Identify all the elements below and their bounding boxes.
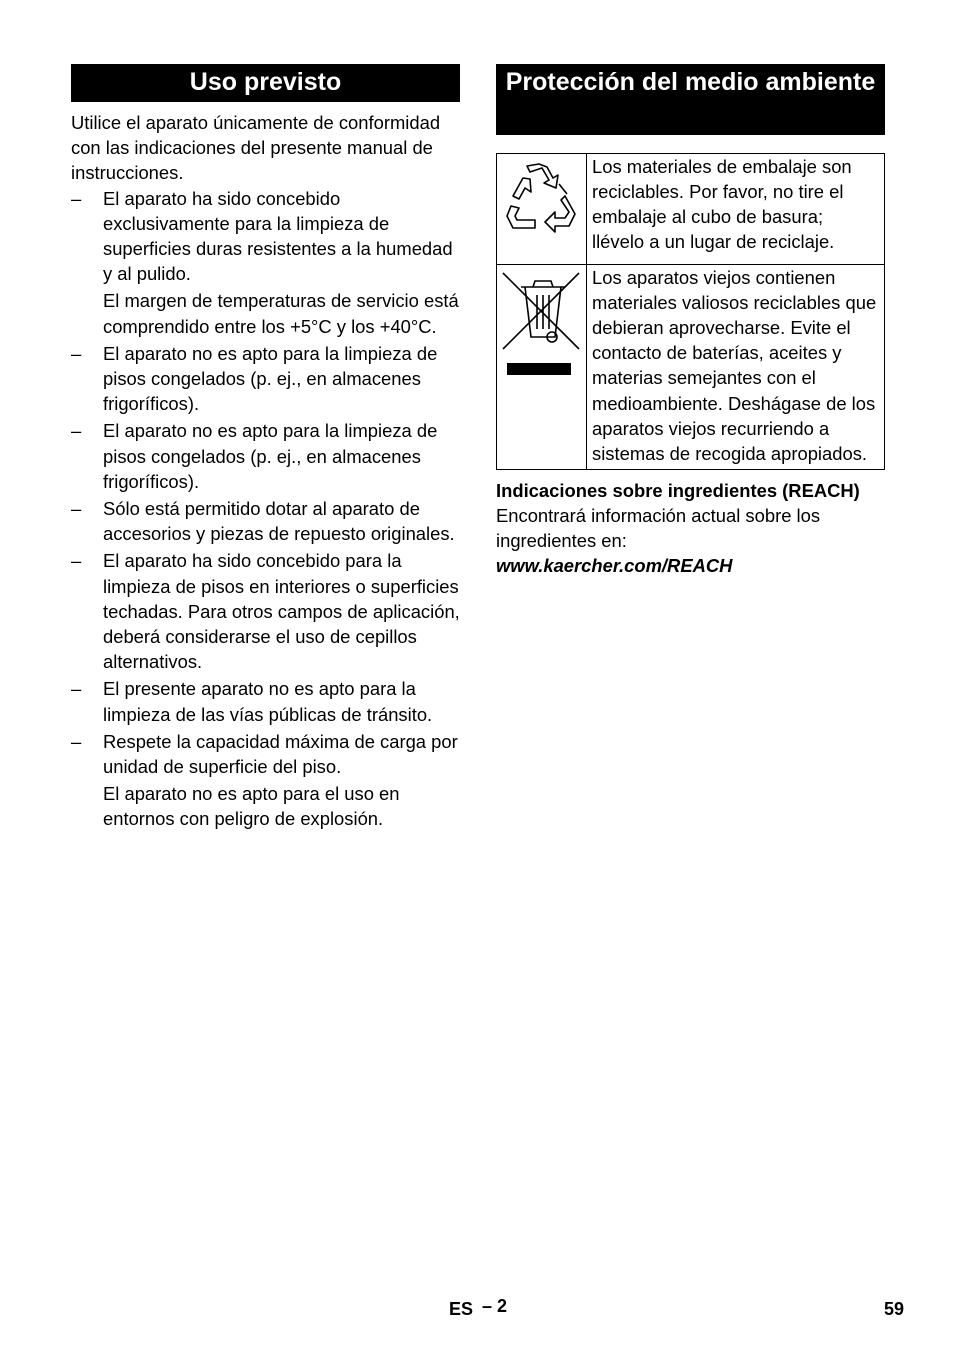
list-item-text: El aparato ha sido concebido para la limpieza de pisos en interiores o superficies techadas. Para otros campos de aplicación, deberá considerarse el uso de cepillos alternativos. — [103, 550, 460, 673]
recycle-icon — [497, 154, 586, 258]
section-heading-uso-previsto: Uso previsto — [71, 64, 460, 102]
right-column — [496, 64, 885, 579]
footer-page-number: 59 — [884, 1299, 905, 1319]
icon-cell — [497, 154, 587, 265]
list-item — [71, 496, 460, 546]
table-row — [497, 265, 885, 470]
list-item — [71, 548, 460, 674]
environment-table — [496, 153, 885, 470]
list-item — [71, 341, 460, 417]
reach-title: Indicaciones sobre ingredientes (REACH) — [496, 479, 860, 501]
footer-language: ES — [449, 1299, 474, 1319]
table-row — [497, 154, 885, 265]
list-item-extra: El aparato no es apto para el uso en entornos con peligro de explosión. — [103, 783, 400, 830]
icon-cell — [497, 265, 587, 470]
list-item — [71, 676, 460, 726]
list-item-text: Respete la capacidad máxima de carga por unidad de superficie del piso. — [103, 730, 458, 778]
dash-marker: – — [71, 420, 82, 442]
crossed-bin-icon — [497, 265, 586, 385]
intro-paragraph: Utilice el aparato únicamente de conformidad con las indicaciones del presente manual de instrucciones. — [71, 112, 441, 184]
section-heading-proteccion: Protección del medio ambiente — [496, 64, 885, 135]
left-column — [71, 64, 460, 834]
usage-list — [71, 186, 460, 832]
table-cell-text: Los materiales de embalaje son reciclables. Por favor, no tire el embalaje al cubo de basura; llévelo a un lugar de reciclaje. — [587, 154, 885, 265]
dash-marker: – — [71, 678, 82, 700]
list-item-text: El aparato no es apto para la limpieza de pisos congelados (p. ej., en almacenes frigoríficos). — [103, 420, 438, 492]
list-item — [71, 418, 460, 494]
reach-text: Encontrará información actual sobre los ingredientes en: — [496, 505, 821, 552]
dash-marker: – — [71, 342, 82, 364]
dash-marker: – — [71, 498, 82, 520]
list-item-text: El aparato ha sido concebido exclusivamente para la limpieza de superficies duras resistentes a la humedad y al pulido. — [103, 187, 453, 285]
list-item-text: El aparato no es apto para la limpieza de pisos congelados (p. ej., en almacenes frigoríficos). — [103, 342, 438, 415]
dash-marker: – — [71, 187, 82, 209]
list-item-text: El presente aparato no es apto para la limpieza de las vías públicas de tránsito. — [103, 678, 433, 725]
list-item-extra: El margen de temperaturas de servicio está comprendido entre los +5°C y los +40°C. — [103, 290, 459, 337]
list-item-text: Sólo está permitido dotar al aparato de accesorios y piezas de repuesto originales. — [103, 498, 455, 545]
list-item — [71, 729, 460, 832]
table-cell-text: Los aparatos viejos contienen materiales valiosos reciclables que debieran aprovecharse. Evite el contacto de baterías, aceites y materias semejantes con el medioambiente. Deshágase de los aparatos viejos recurriendo a sistemas de recogida apropiados. — [587, 265, 885, 470]
dash-marker: – — [71, 550, 82, 572]
list-item — [71, 186, 460, 339]
reach-link[interactable]: www.kaercher.com/REACH — [496, 555, 733, 577]
dash-marker: – — [71, 730, 82, 752]
footer-section-number: – 2 — [482, 1296, 508, 1316]
